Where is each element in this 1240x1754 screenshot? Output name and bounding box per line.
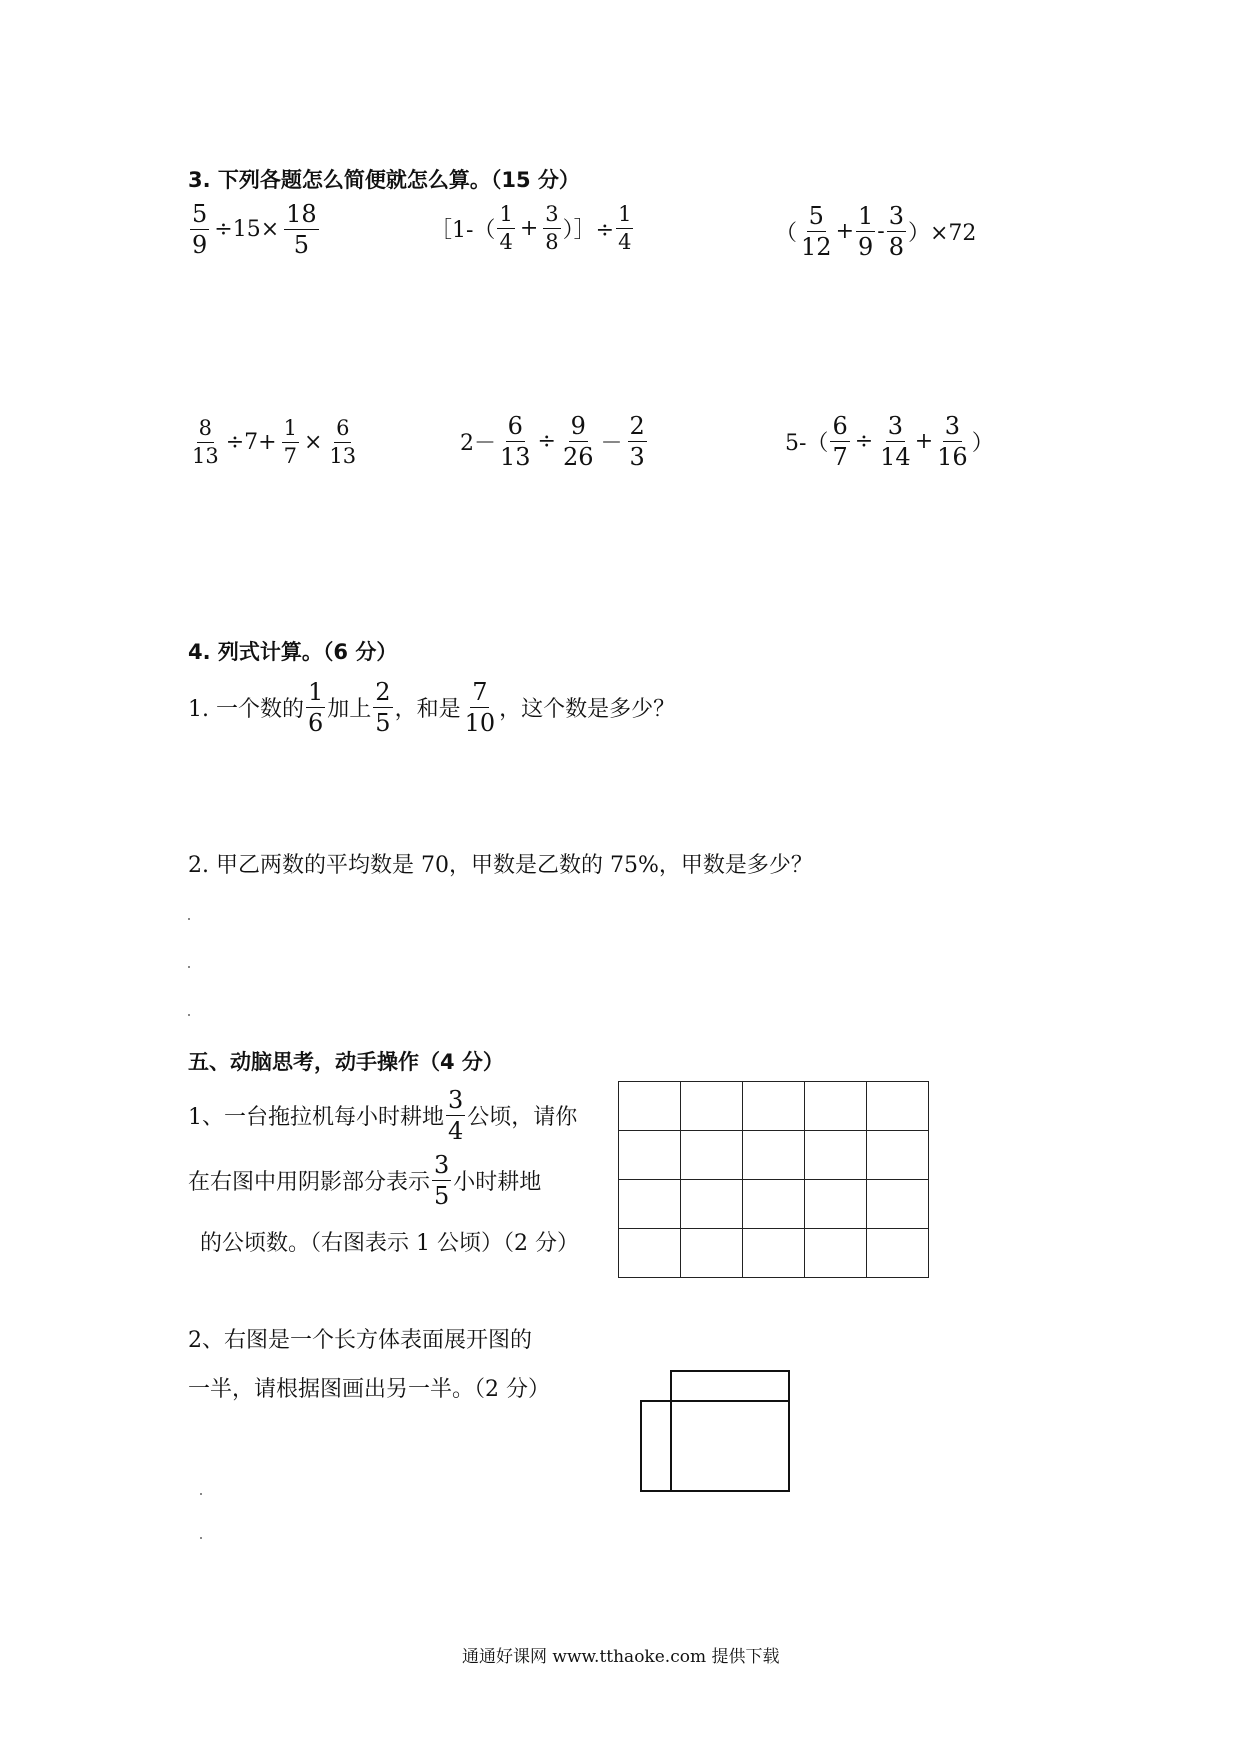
question-5-2-line2: 一半，请根据图画出另一半。（2 分）	[188, 1377, 550, 1402]
section-4-title: 4. 列式计算。（6 分）	[188, 640, 398, 664]
fraction: $\frac{3}{8}$	[888, 202, 904, 261]
expr-3-3: （ $\frac{5}{12}$ + $\frac{1}{9}$ - $\frac{3}{8}$ ）×72	[775, 202, 977, 261]
fraction: $\frac{3}{14}$	[880, 412, 911, 471]
fraction: $\frac{6}{13}$	[500, 412, 531, 471]
net-side-face	[640, 1400, 672, 1492]
fraction: $\frac{1}{9}$	[858, 202, 874, 261]
fraction: $\frac{3}{4}$	[448, 1086, 464, 1145]
fraction: $\frac{18}{5}$	[286, 200, 317, 259]
fraction: $\frac{1}{4}$	[499, 202, 513, 254]
hectare-grid	[618, 1081, 929, 1278]
expr-3-5: 2－ $\frac{6}{13}$ ÷ $\frac{9}{26}$ － $\frac{2}{3}$	[460, 412, 645, 471]
grid-row	[619, 1131, 929, 1180]
question-5-2-line1: 2、右图是一个长方体表面展开图的	[188, 1328, 532, 1353]
fraction: $\frac{1}{4}$	[618, 202, 632, 254]
fraction: $\frac{2}{3}$	[629, 412, 645, 471]
fraction: $\frac{2}{5}$	[375, 678, 391, 737]
fraction: $\frac{5}{9}$	[192, 200, 208, 259]
fraction: $\frac{1}{6}$	[307, 678, 324, 737]
section-3-title: 3. 下列各题怎么简便就怎么算。（15 分）	[188, 168, 580, 192]
fraction: $\frac{6}{13}$	[329, 416, 357, 468]
net-front-face	[670, 1400, 790, 1492]
fraction: $\frac{9}{26}$	[562, 412, 594, 471]
question-4-1: 1. 一个数的 $\frac{1}{6}$ 加上 $\frac{2}{5}$ ，和是 $\frac{7}{10}$ ，这个数是多少？	[188, 678, 676, 737]
fraction: $\frac{5}{12}$	[801, 202, 832, 261]
fraction: $\frac{3}{5}$	[434, 1151, 450, 1210]
fraction: $\frac{6}{7}$	[832, 412, 848, 471]
fraction: $\frac{3}{8}$	[545, 202, 559, 254]
fraction: $\frac{3}{16}$	[937, 412, 968, 471]
question-4-2: 2. 甲乙两数的平均数是 70，甲数是乙数的 75%，甲数是多少？	[188, 853, 813, 878]
question-5-1-line3: 的公顷数。（右图表示 1 公顷）（2 分）	[200, 1231, 579, 1256]
expr-3-4: $\frac{8}{13}$ ÷7+ $\frac{1}{7}$ × $\frac{6}{13}$	[192, 416, 357, 468]
section-5-title: 五、动脑思考，动手操作（4 分）	[188, 1050, 504, 1074]
footer-source: 通通好课网 www.tthaoke.com 提供下载	[462, 1647, 780, 1667]
fraction: $\frac{1}{7}$	[283, 416, 297, 468]
grid-row	[619, 1229, 929, 1278]
expr-3-1: $\frac{5}{9}$ ÷15× $\frac{18}{5}$	[192, 200, 317, 259]
grid-row	[619, 1082, 929, 1131]
net-top-face	[670, 1370, 790, 1402]
expr-3-6: 5-（ $\frac{6}{7}$ ÷ $\frac{3}{14}$ + $\frac{3}{16}$ ）	[785, 412, 994, 471]
expr-3-2: ［1-（ $\frac{1}{4}$ + $\frac{3}{8}$ ）］÷ $\frac{1}{4}$	[430, 202, 632, 254]
fraction: $\frac{7}{10}$	[464, 678, 496, 737]
question-5-1-line1: 1、一台拖拉机每小时耕地 $\frac{3}{4}$ 公顷，请你	[188, 1086, 578, 1145]
fraction: $\frac{8}{13}$	[192, 416, 219, 468]
grid-row	[619, 1180, 929, 1229]
question-5-1-line2: 在右图中用阴影部分表示 $\frac{3}{5}$ 小时耕地	[188, 1151, 542, 1210]
